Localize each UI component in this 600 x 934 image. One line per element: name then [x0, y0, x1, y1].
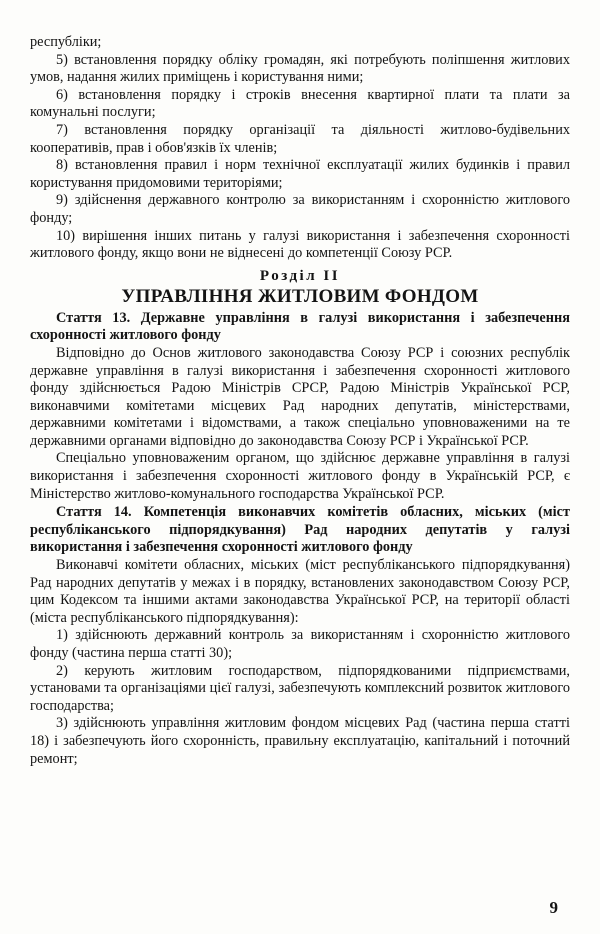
document-page	[30, 34, 570, 768]
article-13-paragraph-1: Відповідно до Основ житлового законодавства Союзу РСР і союзних республік державне управління в галузі використання і забезпечення схоронності житлового фонду здійснюється Радою Міністрів СРСР, Радою Міністрів Української РСР, виконавчими комітетами місцевих Рад народних депутатів, міністерствами, державними комітетами і відомствами, а також спеціально уповноваженими на те державними органами відповідно до законодавства Союзу РСР і Української РСР.	[30, 344, 570, 449]
article-14-item-3: 3) здійснюють управління житловим фондом місцевих Рад (частина перша статті 18) і забезпечують його схоронність, правильну експлуатацію, капітальний і поточний ремонт;	[30, 715, 570, 767]
list-item-6: 6) встановлення порядку і строків внесення квартирної плати та плати за комунальні послуги;	[30, 86, 570, 121]
article-14-item-2: 2) керують житловим господарством, підпорядкованими підприємствами, установами та організаціями цієї галузі, забезпечують комплексний розвиток житлового господарства;	[30, 662, 570, 714]
list-item-5: 5) встановлення порядку обліку громадян, які потребують поліпшення житлових умов, надання жилих приміщень і користування ними;	[30, 51, 570, 86]
page-number: 9	[549, 898, 558, 917]
list-item-9: 9) здійснення державного контролю за використанням і схоронністю житлового фонду;	[30, 192, 570, 226]
list-item-8: 8) встановлення правил і норм технічної експлуатації жилих будинків і правил користування придомовими територіями;	[30, 157, 570, 191]
list-item-10: 10) вирішення інших питань у галузі використання і забезпечення схоронності житлового фонду, якщо вони не віднесені до компетенції Союзу РСР.	[30, 227, 570, 262]
section-label: Розділ II	[259, 267, 341, 284]
article-14-paragraph-intro: Виконавчі комітети обласних, міських (міст республіканського підпорядкування) Рад народних депутатів у межах і в порядку, встановлених законодавством Союзу РСР, цим Кодексом та іншими актами законодавства Української РСР, на території області (міста республіканського підпорядкування):	[30, 557, 570, 626]
article-14-heading: Стаття 14. Компетенція виконавчих комітетів обласних, міських (міст республіканського підпорядкування) Рад народних депутатів у галузі використання і забезпечення схоронності житлового фонду	[30, 504, 570, 556]
article-13-heading: Стаття 13. Державне управління в галузі використання і забезпечення схоронності житлового фонду	[30, 309, 570, 344]
section-title: УПРАВЛІННЯ ЖИТЛОВИМ ФОНДОМ	[121, 285, 479, 307]
list-item-7: 7) встановлення порядку організації та діяльності житлово-будівельних кооперативів, прав і обов'язків їх членів;	[30, 121, 570, 156]
article-14-item-1: 1) здійснюють державний контроль за використанням і схоронністю житлового фонду (частина перша статті 30);	[30, 627, 570, 661]
article-13-paragraph-2: Спеціально уповноваженим органом, що здійснює державне управління в галузі використання і забезпечення схоронності житлового фонду в Українській РСР, є Міністерство житлово-комунального господарства Української РСР.	[30, 450, 570, 502]
paragraph-continuation: республіки;	[30, 34, 102, 50]
